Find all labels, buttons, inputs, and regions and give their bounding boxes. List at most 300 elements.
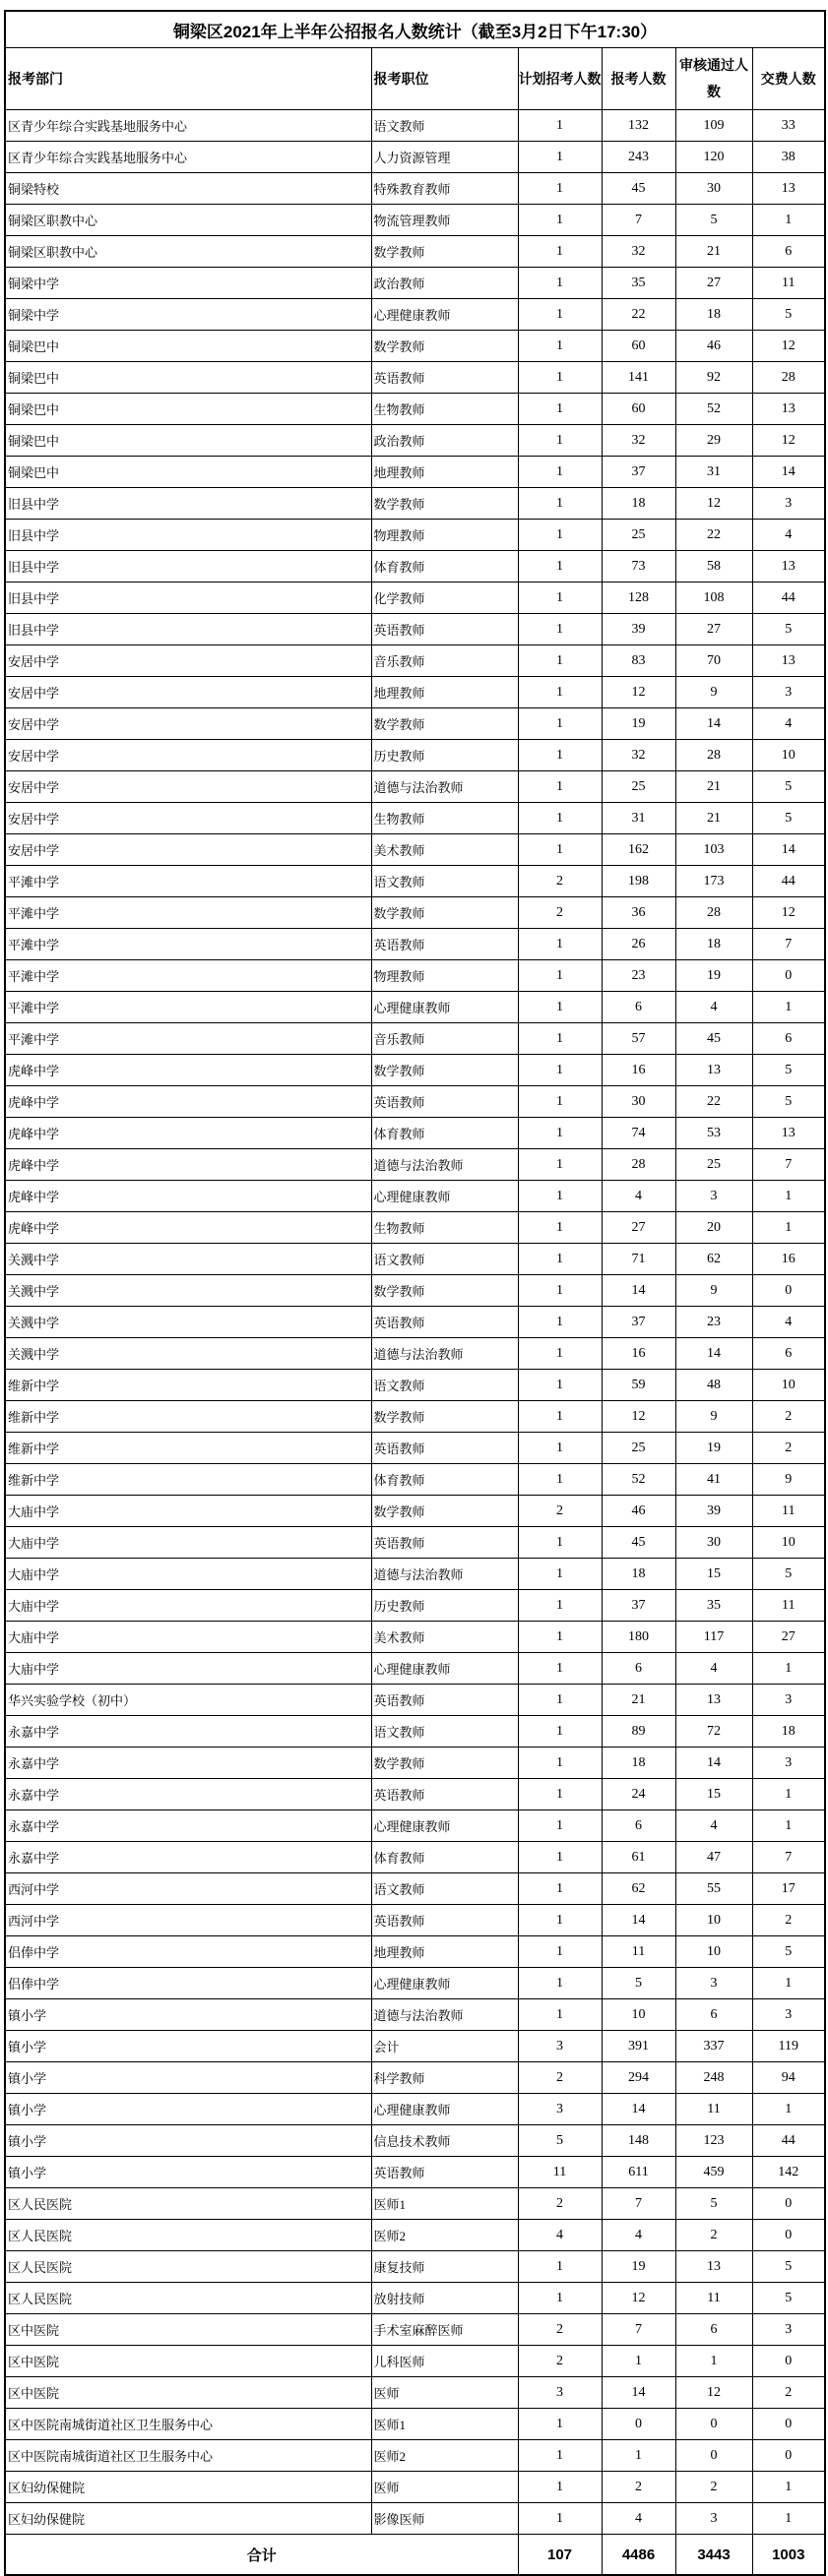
table-row xyxy=(5,1370,825,1401)
table-row xyxy=(5,929,825,960)
department-cell: 大庙中学 xyxy=(5,1527,371,1559)
plan-count-cell: 1 xyxy=(518,1622,602,1653)
department-cell: 区人民医院 xyxy=(5,2220,371,2251)
applicant-count-cell: 83 xyxy=(602,645,675,677)
paid-count-cell: 10 xyxy=(752,1527,825,1559)
table-row xyxy=(5,960,825,992)
applicant-count-cell: 2 xyxy=(602,2472,675,2503)
approved-count-cell: 19 xyxy=(675,960,752,992)
position-cell: 道德与法治教师 xyxy=(371,1999,518,2031)
applicant-count-cell: 23 xyxy=(602,960,675,992)
applicant-count-cell: 36 xyxy=(602,897,675,929)
plan-count-cell: 1 xyxy=(518,1653,602,1685)
paid-count-cell: 44 xyxy=(752,583,825,614)
paid-count-cell: 1 xyxy=(752,1181,825,1212)
paid-count-cell: 2 xyxy=(752,1433,825,1464)
paid-count-cell: 1 xyxy=(752,1810,825,1842)
approved-count-cell: 92 xyxy=(675,362,752,394)
department-cell: 永嘉中学 xyxy=(5,1716,371,1748)
approved-count-cell: 173 xyxy=(675,866,752,897)
position-cell: 数学教师 xyxy=(371,708,518,740)
position-cell: 生物教师 xyxy=(371,1212,518,1244)
plan-count-cell: 1 xyxy=(518,1905,602,1936)
approved-count-cell: 4 xyxy=(675,1810,752,1842)
table-row xyxy=(5,331,825,362)
department-cell: 安居中学 xyxy=(5,771,371,803)
department-cell: 铜梁巴中 xyxy=(5,331,371,362)
approved-count-cell: 21 xyxy=(675,803,752,834)
department-cell: 维新中学 xyxy=(5,1370,371,1401)
position-cell: 数学教师 xyxy=(371,331,518,362)
approved-count-cell: 0 xyxy=(675,2440,752,2472)
applicant-count-cell: 89 xyxy=(602,1716,675,1748)
paid-count-cell: 94 xyxy=(752,2062,825,2094)
table-row xyxy=(5,708,825,740)
approved-count-cell: 23 xyxy=(675,1307,752,1338)
department-cell: 平滩中学 xyxy=(5,866,371,897)
approved-count-cell: 18 xyxy=(675,299,752,331)
column-header-applicant-count: 报考人数 xyxy=(602,48,675,110)
position-cell: 体育教师 xyxy=(371,1842,518,1873)
paid-count-cell: 9 xyxy=(752,1464,825,1496)
position-cell: 语文教师 xyxy=(371,110,518,142)
column-header-department: 报考部门 xyxy=(5,48,371,110)
position-cell: 生物教师 xyxy=(371,394,518,425)
paid-count-cell: 1 xyxy=(752,1968,825,1999)
paid-count-cell: 1 xyxy=(752,1779,825,1810)
plan-count-cell: 1 xyxy=(518,1716,602,1748)
department-cell: 大庙中学 xyxy=(5,1559,371,1590)
table-row xyxy=(5,2251,825,2283)
department-cell: 虎峰中学 xyxy=(5,1118,371,1149)
plan-count-cell: 1 xyxy=(518,1968,602,1999)
table-row xyxy=(5,1244,825,1275)
paid-count-cell: 1 xyxy=(752,2094,825,2125)
table-row xyxy=(5,1559,825,1590)
column-header-approved-count: 审核通过人数 xyxy=(675,48,752,110)
paid-count-cell: 13 xyxy=(752,1118,825,1149)
department-cell: 区中医院南城街道社区卫生服务中心 xyxy=(5,2409,371,2440)
approved-count-cell: 4 xyxy=(675,1653,752,1685)
applicant-count-cell: 132 xyxy=(602,110,675,142)
table-row xyxy=(5,897,825,929)
applicant-count-cell: 18 xyxy=(602,1559,675,1590)
plan-count-cell: 11 xyxy=(518,2157,602,2188)
plan-count-cell: 1 xyxy=(518,425,602,457)
position-cell: 医师 xyxy=(371,2377,518,2409)
plan-count-cell: 1 xyxy=(518,362,602,394)
position-cell: 体育教师 xyxy=(371,551,518,583)
position-cell: 医师1 xyxy=(371,2409,518,2440)
table-row xyxy=(5,1999,825,2031)
table-row xyxy=(5,205,825,236)
applicant-count-cell: 37 xyxy=(602,1307,675,1338)
department-cell: 平滩中学 xyxy=(5,1023,371,1055)
approved-count-cell: 15 xyxy=(675,1559,752,1590)
table-row xyxy=(5,2283,825,2314)
total-label: 合计 xyxy=(5,2535,518,2576)
applicant-count-cell: 14 xyxy=(602,1905,675,1936)
position-cell: 数学教师 xyxy=(371,1275,518,1307)
position-cell: 医师 xyxy=(371,2472,518,2503)
department-cell: 区中医院 xyxy=(5,2346,371,2377)
paid-count-cell: 7 xyxy=(752,1842,825,1873)
applicant-count-cell: 30 xyxy=(602,1086,675,1118)
table-row xyxy=(5,551,825,583)
plan-count-cell: 1 xyxy=(518,488,602,520)
table-row xyxy=(5,1905,825,1936)
plan-count-cell: 5 xyxy=(518,2125,602,2157)
position-cell: 医师2 xyxy=(371,2220,518,2251)
position-cell: 英语教师 xyxy=(371,1307,518,1338)
approved-count-cell: 55 xyxy=(675,1873,752,1905)
plan-count-cell: 1 xyxy=(518,1307,602,1338)
paid-count-cell: 17 xyxy=(752,1873,825,1905)
position-cell: 语文教师 xyxy=(371,1873,518,1905)
plan-count-cell: 1 xyxy=(518,457,602,488)
approved-count-cell: 22 xyxy=(675,520,752,551)
approved-count-cell: 39 xyxy=(675,1496,752,1527)
column-header-plan-count: 计划招考人数 xyxy=(518,48,602,110)
paid-count-cell: 10 xyxy=(752,1370,825,1401)
table-row xyxy=(5,299,825,331)
approved-count-cell: 5 xyxy=(675,2188,752,2220)
department-cell: 永嘉中学 xyxy=(5,1810,371,1842)
position-cell: 数学教师 xyxy=(371,1748,518,1779)
table-row xyxy=(5,2094,825,2125)
department-cell: 关溅中学 xyxy=(5,1275,371,1307)
paid-count-cell: 5 xyxy=(752,1559,825,1590)
table-row xyxy=(5,268,825,299)
approved-count-cell: 47 xyxy=(675,1842,752,1873)
paid-count-cell: 0 xyxy=(752,2220,825,2251)
plan-count-cell: 1 xyxy=(518,142,602,173)
applicant-count-cell: 73 xyxy=(602,551,675,583)
position-cell: 物理教师 xyxy=(371,520,518,551)
applicant-count-cell: 14 xyxy=(602,2094,675,2125)
table-row xyxy=(5,1212,825,1244)
department-cell: 铜梁特校 xyxy=(5,173,371,205)
recruitment-stats-table xyxy=(4,10,826,2576)
position-cell: 人力资源管理 xyxy=(371,142,518,173)
table-row xyxy=(5,1181,825,1212)
plan-count-cell: 1 xyxy=(518,299,602,331)
table-row xyxy=(5,394,825,425)
plan-count-cell: 1 xyxy=(518,708,602,740)
paid-count-cell: 13 xyxy=(752,551,825,583)
table-row xyxy=(5,1748,825,1779)
paid-count-cell: 6 xyxy=(752,1023,825,1055)
plan-count-cell: 1 xyxy=(518,1212,602,1244)
table-row xyxy=(5,803,825,834)
paid-count-cell: 4 xyxy=(752,1307,825,1338)
applicant-count-cell: 180 xyxy=(602,1622,675,1653)
position-cell: 儿科医师 xyxy=(371,2346,518,2377)
table-row xyxy=(5,992,825,1023)
position-cell: 心理健康教师 xyxy=(371,1653,518,1685)
approved-count-cell: 18 xyxy=(675,929,752,960)
plan-count-cell: 1 xyxy=(518,394,602,425)
paid-count-cell: 1 xyxy=(752,992,825,1023)
plan-count-cell: 1 xyxy=(518,110,602,142)
paid-count-cell: 33 xyxy=(752,110,825,142)
department-cell: 铜梁巴中 xyxy=(5,425,371,457)
position-cell: 英语教师 xyxy=(371,1779,518,1810)
applicant-count-cell: 57 xyxy=(602,1023,675,1055)
plan-count-cell: 1 xyxy=(518,2440,602,2472)
total-row xyxy=(5,2535,825,2576)
applicant-count-cell: 4 xyxy=(602,1181,675,1212)
approved-count-cell: 0 xyxy=(675,2409,752,2440)
plan-count-cell: 1 xyxy=(518,2283,602,2314)
department-cell: 华兴实验学校（初中） xyxy=(5,1685,371,1716)
position-cell: 数学教师 xyxy=(371,1055,518,1086)
applicant-count-cell: 611 xyxy=(602,2157,675,2188)
paid-count-cell: 4 xyxy=(752,520,825,551)
paid-count-cell: 2 xyxy=(752,2377,825,2409)
approved-count-cell: 41 xyxy=(675,1464,752,1496)
position-cell: 心理健康教师 xyxy=(371,1968,518,1999)
table-row xyxy=(5,1433,825,1464)
paid-count-cell: 14 xyxy=(752,834,825,866)
paid-count-cell: 3 xyxy=(752,1748,825,1779)
plan-count-cell: 1 xyxy=(518,1590,602,1622)
table-row xyxy=(5,488,825,520)
paid-count-cell: 1 xyxy=(752,2503,825,2535)
applicant-count-cell: 71 xyxy=(602,1244,675,1275)
department-cell: 区青少年综合实践基地服务中心 xyxy=(5,142,371,173)
applicant-count-cell: 6 xyxy=(602,992,675,1023)
position-cell: 心理健康教师 xyxy=(371,2094,518,2125)
applicant-count-cell: 391 xyxy=(602,2031,675,2062)
paid-count-cell: 0 xyxy=(752,1275,825,1307)
table-row xyxy=(5,2188,825,2220)
position-cell: 政治教师 xyxy=(371,268,518,299)
page-title: 铜梁区2021年上半年公招报名人数统计（截至3月2日下午17:30） xyxy=(5,11,825,48)
applicant-count-cell: 31 xyxy=(602,803,675,834)
department-cell: 铜梁中学 xyxy=(5,268,371,299)
plan-count-cell: 1 xyxy=(518,1023,602,1055)
table-row xyxy=(5,1968,825,1999)
table-row xyxy=(5,1590,825,1622)
position-cell: 英语教师 xyxy=(371,929,518,960)
position-cell: 英语教师 xyxy=(371,1685,518,1716)
applicant-count-cell: 21 xyxy=(602,1685,675,1716)
applicant-count-cell: 28 xyxy=(602,1149,675,1181)
plan-count-cell: 1 xyxy=(518,1086,602,1118)
approved-count-cell: 11 xyxy=(675,2094,752,2125)
plan-count-cell: 1 xyxy=(518,1275,602,1307)
position-cell: 数学教师 xyxy=(371,897,518,929)
approved-count-cell: 123 xyxy=(675,2125,752,2157)
department-cell: 铜梁巴中 xyxy=(5,394,371,425)
approved-count-cell: 72 xyxy=(675,1716,752,1748)
applicant-count-cell: 32 xyxy=(602,740,675,771)
paid-count-cell: 10 xyxy=(752,740,825,771)
position-cell: 英语教师 xyxy=(371,362,518,394)
applicant-count-cell: 24 xyxy=(602,1779,675,1810)
approved-count-cell: 2 xyxy=(675,2220,752,2251)
paid-count-cell: 12 xyxy=(752,897,825,929)
approved-count-cell: 22 xyxy=(675,1086,752,1118)
position-cell: 心理健康教师 xyxy=(371,1810,518,1842)
department-cell: 镇小学 xyxy=(5,2125,371,2157)
plan-count-cell: 1 xyxy=(518,520,602,551)
approved-count-cell: 3 xyxy=(675,1181,752,1212)
table-row xyxy=(5,2031,825,2062)
applicant-count-cell: 6 xyxy=(602,1653,675,1685)
table-row xyxy=(5,2125,825,2157)
approved-count-cell: 25 xyxy=(675,1149,752,1181)
plan-count-cell: 1 xyxy=(518,614,602,645)
table-row xyxy=(5,740,825,771)
applicant-count-cell: 12 xyxy=(602,2283,675,2314)
position-cell: 手术室麻醉医师 xyxy=(371,2314,518,2346)
column-header-paid-count: 交费人数 xyxy=(752,48,825,110)
paid-count-cell: 7 xyxy=(752,1149,825,1181)
department-cell: 虎峰中学 xyxy=(5,1149,371,1181)
paid-count-cell: 3 xyxy=(752,488,825,520)
paid-count-cell: 0 xyxy=(752,2188,825,2220)
table-row xyxy=(5,2472,825,2503)
paid-count-cell: 2 xyxy=(752,1905,825,1936)
applicant-count-cell: 19 xyxy=(602,708,675,740)
department-cell: 维新中学 xyxy=(5,1464,371,1496)
paid-count-cell: 3 xyxy=(752,2314,825,2346)
table-row xyxy=(5,1653,825,1685)
paid-count-cell: 11 xyxy=(752,1496,825,1527)
table-row xyxy=(5,1622,825,1653)
paid-count-cell: 12 xyxy=(752,331,825,362)
table-row xyxy=(5,173,825,205)
position-cell: 地理教师 xyxy=(371,457,518,488)
plan-count-cell: 1 xyxy=(518,2409,602,2440)
column-header-position: 报考职位 xyxy=(371,48,518,110)
position-cell: 美术教师 xyxy=(371,1622,518,1653)
applicant-count-cell: 16 xyxy=(602,1338,675,1370)
applicant-count-cell: 4 xyxy=(602,2503,675,2535)
position-cell: 地理教师 xyxy=(371,677,518,708)
plan-count-cell: 1 xyxy=(518,645,602,677)
applicant-count-cell: 294 xyxy=(602,2062,675,2094)
approved-count-cell: 14 xyxy=(675,708,752,740)
plan-count-cell: 1 xyxy=(518,1559,602,1590)
approved-count-cell: 45 xyxy=(675,1023,752,1055)
plan-count-cell: 1 xyxy=(518,1810,602,1842)
department-cell: 平滩中学 xyxy=(5,992,371,1023)
plan-count-cell: 2 xyxy=(518,866,602,897)
table-row xyxy=(5,1023,825,1055)
applicant-count-cell: 26 xyxy=(602,929,675,960)
table-row xyxy=(5,834,825,866)
applicant-count-cell: 128 xyxy=(602,583,675,614)
position-cell: 体育教师 xyxy=(371,1464,518,1496)
approved-count-cell: 120 xyxy=(675,142,752,173)
department-cell: 区妇幼保健院 xyxy=(5,2503,371,2535)
table-row xyxy=(5,236,825,268)
plan-count-cell: 1 xyxy=(518,2251,602,2283)
table-row xyxy=(5,2409,825,2440)
department-cell: 大庙中学 xyxy=(5,1590,371,1622)
applicant-count-cell: 45 xyxy=(602,1527,675,1559)
applicant-count-cell: 12 xyxy=(602,677,675,708)
department-cell: 区人民医院 xyxy=(5,2251,371,2283)
table-row xyxy=(5,866,825,897)
applicant-count-cell: 141 xyxy=(602,362,675,394)
department-cell: 区中医院 xyxy=(5,2377,371,2409)
department-cell: 镇小学 xyxy=(5,2094,371,2125)
position-cell: 道德与法治教师 xyxy=(371,1559,518,1590)
table-row xyxy=(5,1086,825,1118)
applicant-count-cell: 32 xyxy=(602,236,675,268)
approved-count-cell: 52 xyxy=(675,394,752,425)
table-row xyxy=(5,1275,825,1307)
position-cell: 会计 xyxy=(371,2031,518,2062)
table-row xyxy=(5,425,825,457)
department-cell: 平滩中学 xyxy=(5,929,371,960)
approved-count-cell: 6 xyxy=(675,1999,752,2031)
approved-count-cell: 13 xyxy=(675,1055,752,1086)
plan-count-cell: 1 xyxy=(518,1779,602,1810)
approved-count-cell: 13 xyxy=(675,1685,752,1716)
paid-count-cell: 5 xyxy=(752,803,825,834)
plan-count-cell: 1 xyxy=(518,1244,602,1275)
table-row xyxy=(5,2503,825,2535)
plan-count-cell: 1 xyxy=(518,803,602,834)
position-cell: 科学教师 xyxy=(371,2062,518,2094)
paid-count-cell: 18 xyxy=(752,1716,825,1748)
department-cell: 区人民医院 xyxy=(5,2283,371,2314)
table-row xyxy=(5,142,825,173)
department-cell: 安居中学 xyxy=(5,677,371,708)
plan-count-cell: 1 xyxy=(518,1748,602,1779)
position-cell: 道德与法治教师 xyxy=(371,771,518,803)
approved-count-cell: 2 xyxy=(675,2472,752,2503)
approved-count-cell: 108 xyxy=(675,583,752,614)
applicant-count-cell: 16 xyxy=(602,1055,675,1086)
table-row xyxy=(5,2346,825,2377)
table-row xyxy=(5,771,825,803)
position-cell: 历史教师 xyxy=(371,740,518,771)
department-cell: 虎峰中学 xyxy=(5,1181,371,1212)
position-cell: 语文教师 xyxy=(371,1716,518,1748)
approved-count-cell: 12 xyxy=(675,2377,752,2409)
paid-count-cell: 0 xyxy=(752,2346,825,2377)
position-cell: 英语教师 xyxy=(371,2157,518,2188)
applicant-count-cell: 37 xyxy=(602,457,675,488)
paid-count-cell: 2 xyxy=(752,1401,825,1433)
plan-count-cell: 1 xyxy=(518,1936,602,1968)
approved-count-cell: 459 xyxy=(675,2157,752,2188)
approved-count-cell: 48 xyxy=(675,1370,752,1401)
paid-count-cell: 28 xyxy=(752,362,825,394)
applicant-count-cell: 14 xyxy=(602,1275,675,1307)
position-cell: 历史教师 xyxy=(371,1590,518,1622)
position-cell: 道德与法治教师 xyxy=(371,1338,518,1370)
applicant-count-cell: 25 xyxy=(602,1433,675,1464)
position-cell: 道德与法治教师 xyxy=(371,1149,518,1181)
department-cell: 镇小学 xyxy=(5,1999,371,2031)
applicant-count-cell: 10 xyxy=(602,1999,675,2031)
applicant-count-cell: 11 xyxy=(602,1936,675,1968)
applicant-count-cell: 18 xyxy=(602,488,675,520)
position-cell: 特殊教育教师 xyxy=(371,173,518,205)
paid-count-cell: 13 xyxy=(752,645,825,677)
paid-count-cell: 6 xyxy=(752,1338,825,1370)
position-cell: 体育教师 xyxy=(371,1118,518,1149)
table-row xyxy=(5,2314,825,2346)
position-cell: 数学教师 xyxy=(371,236,518,268)
